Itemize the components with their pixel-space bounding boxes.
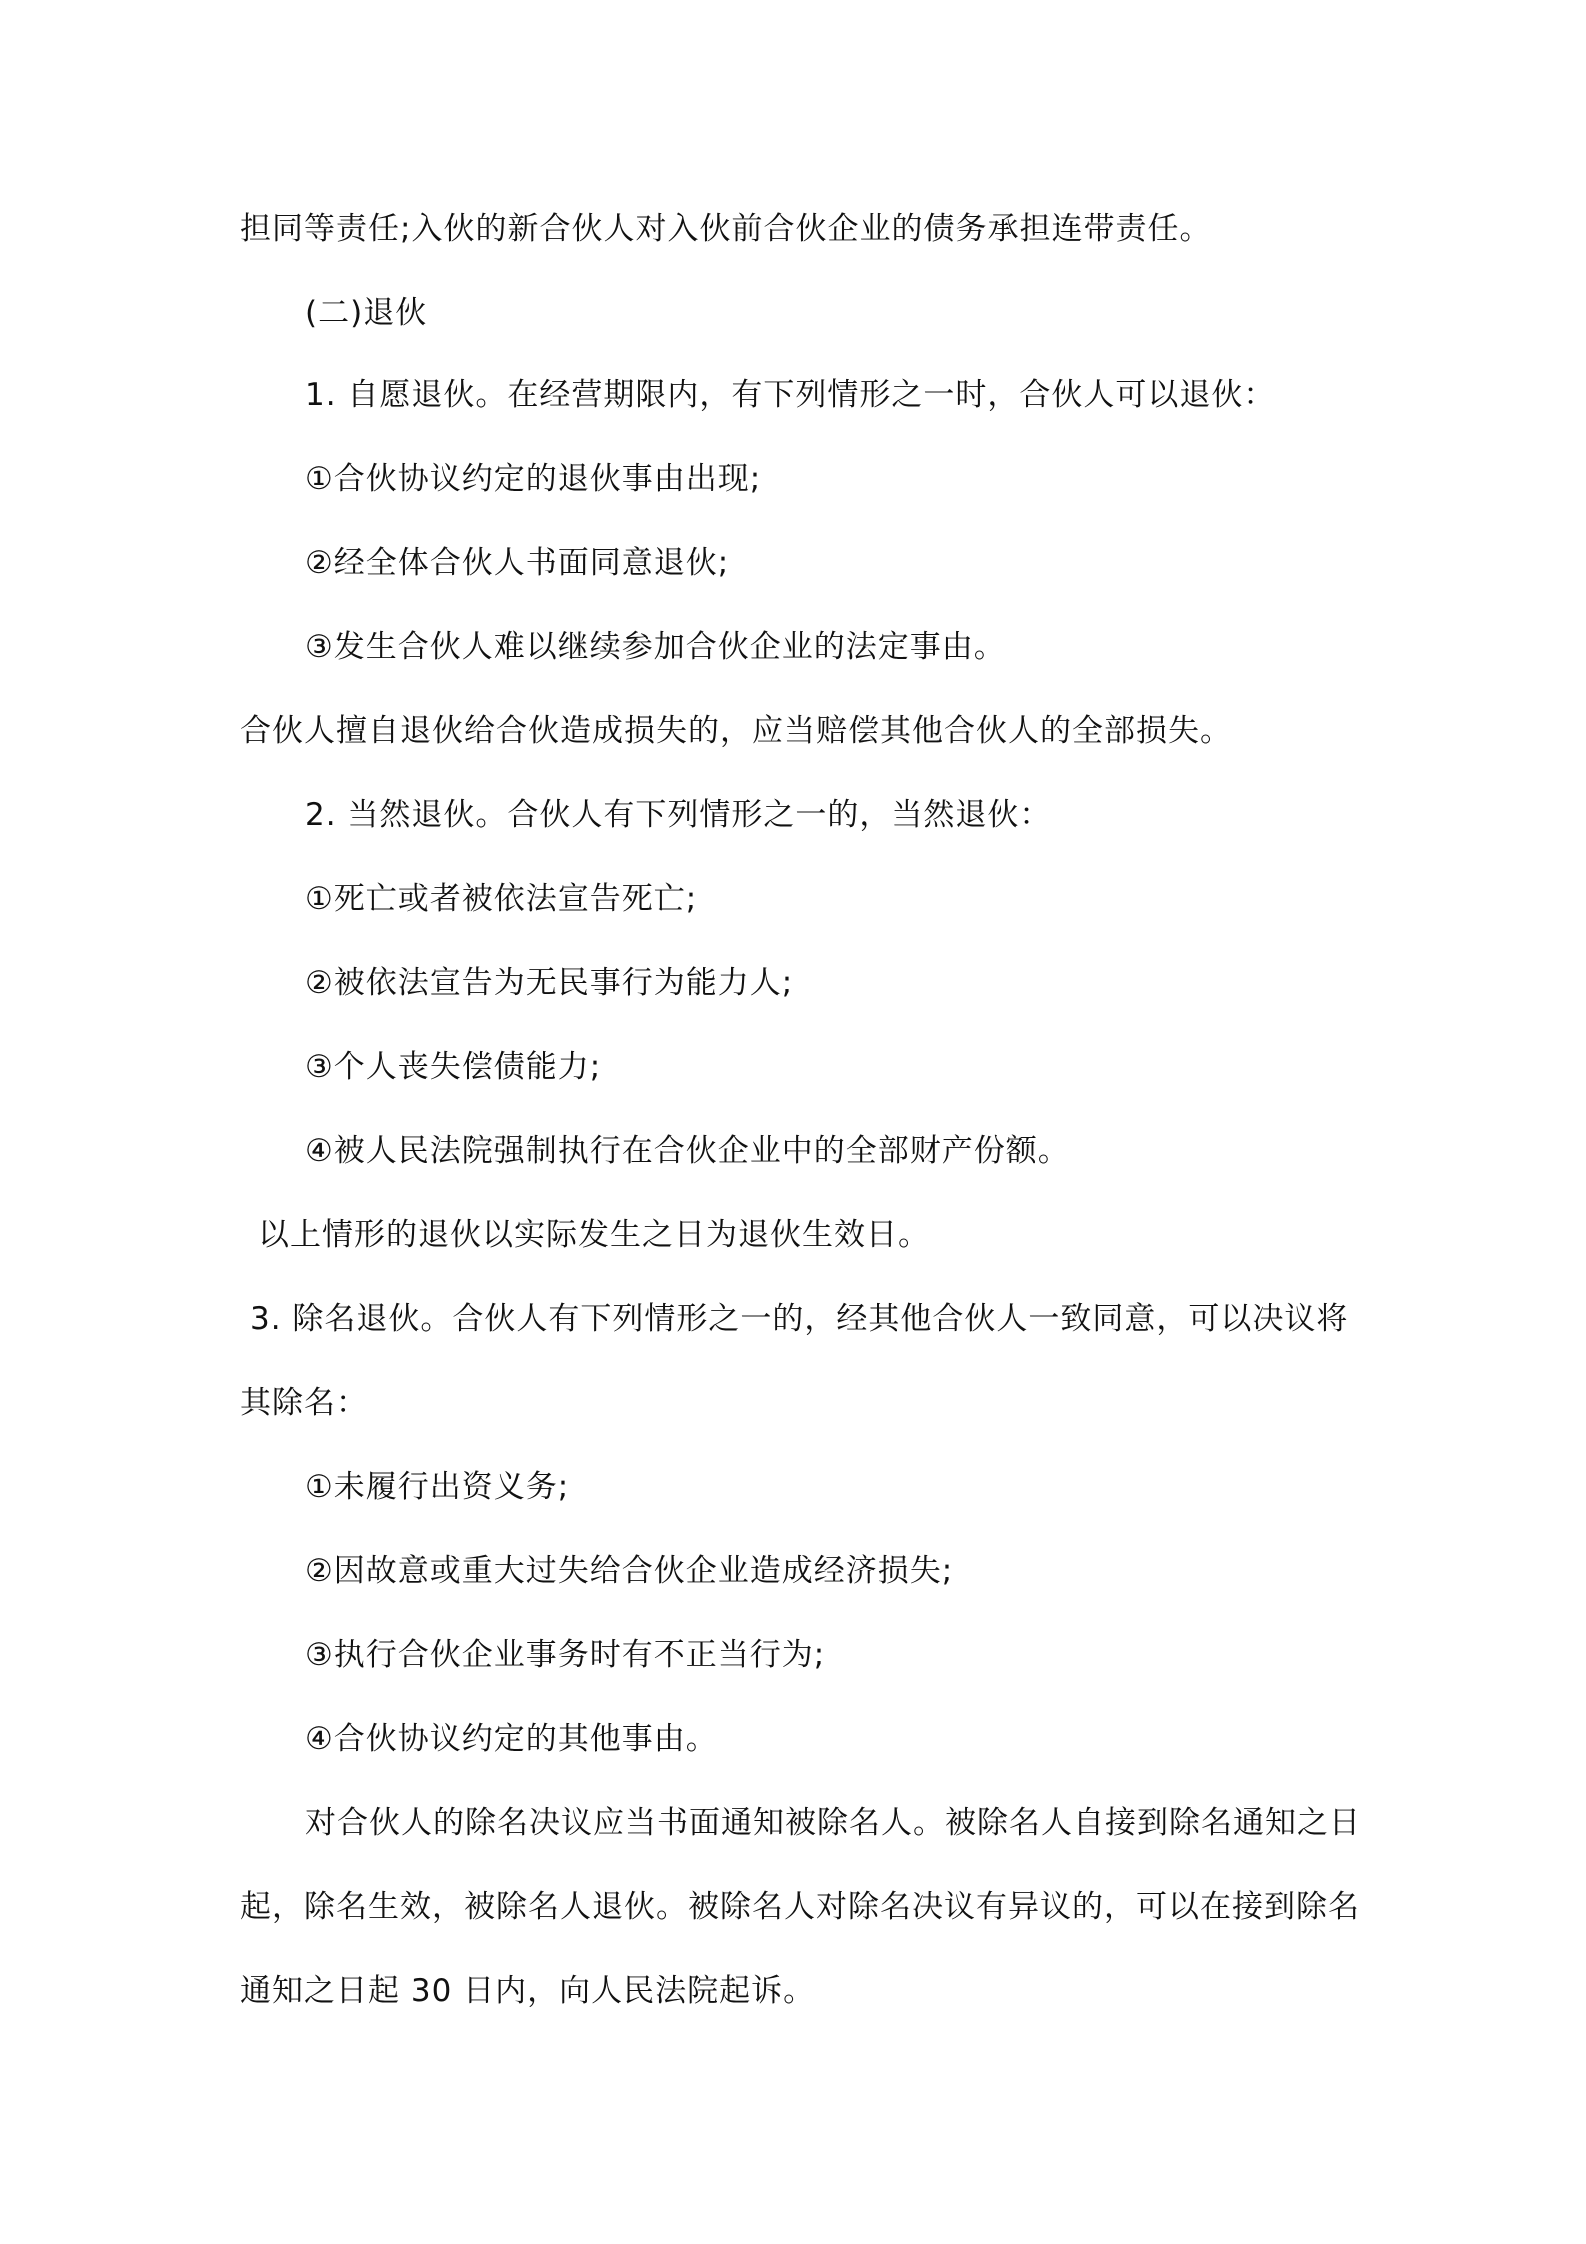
item-voluntary-withdrawal: 1. 自愿退伙。在经营期限内，有下列情形之一时，合伙人可以退伙： bbox=[305, 377, 1276, 413]
list-item: ③个人丧失偿债能力; bbox=[305, 1049, 602, 1085]
paragraph-expulsion-notice-line3: 通知之日起 30 日内，向人民法院起诉。 bbox=[240, 1973, 816, 2009]
list-item: ③执行合伙企业事务时有不正当行为; bbox=[305, 1637, 826, 1673]
list-item: ①合伙协议约定的退伙事由出现; bbox=[305, 461, 762, 497]
paragraph-expulsion-notice-line2: 起，除名生效，被除名人退伙。被除名人对除名决议有异议的，可以在接到除名 bbox=[240, 1889, 1360, 1925]
list-item: ③发生合伙人难以继续参加合伙企业的法定事由。 bbox=[305, 629, 1006, 665]
item-expulsion-withdrawal: 3. 除名退伙。合伙人有下列情形之一的，经其他合伙人一致同意，可以决议将 bbox=[250, 1301, 1349, 1337]
list-item: ②因故意或重大过失给合伙企业造成经济损失; bbox=[305, 1553, 954, 1589]
item-automatic-withdrawal: 2. 当然退伙。合伙人有下列情形之一的，当然退伙： bbox=[305, 797, 1052, 833]
list-item: ①未履行出资义务; bbox=[305, 1469, 570, 1505]
item-expulsion-continuation: 其除名： bbox=[240, 1385, 368, 1421]
list-item: ②经全体合伙人书面同意退伙; bbox=[305, 545, 730, 581]
paragraph-liability-continuation: 担同等责任;入伙的新合伙人对入伙前合伙企业的债务承担连带责任。 bbox=[240, 211, 1212, 247]
paragraph-expulsion-notice: 对合伙人的除名决议应当书面通知被除名人。被除名人自接到除名通知之日 bbox=[305, 1805, 1361, 1841]
list-item: ④被人民法院强制执行在合伙企业中的全部财产份额。 bbox=[305, 1133, 1070, 1169]
paragraph-effective-date: 以上情形的退伙以实际发生之日为退伙生效日。 bbox=[258, 1217, 930, 1253]
section-heading-withdrawal: (二)退伙 bbox=[305, 295, 428, 331]
list-item: ①死亡或者被依法宣告死亡; bbox=[305, 881, 698, 917]
paragraph-unauthorized-withdrawal: 合伙人擅自退伙给合伙造成损失的，应当赔偿其他合伙人的全部损失。 bbox=[240, 713, 1232, 749]
list-item: ②被依法宣告为无民事行为能力人; bbox=[305, 965, 794, 1001]
list-item: ④合伙协议约定的其他事由。 bbox=[305, 1721, 718, 1757]
